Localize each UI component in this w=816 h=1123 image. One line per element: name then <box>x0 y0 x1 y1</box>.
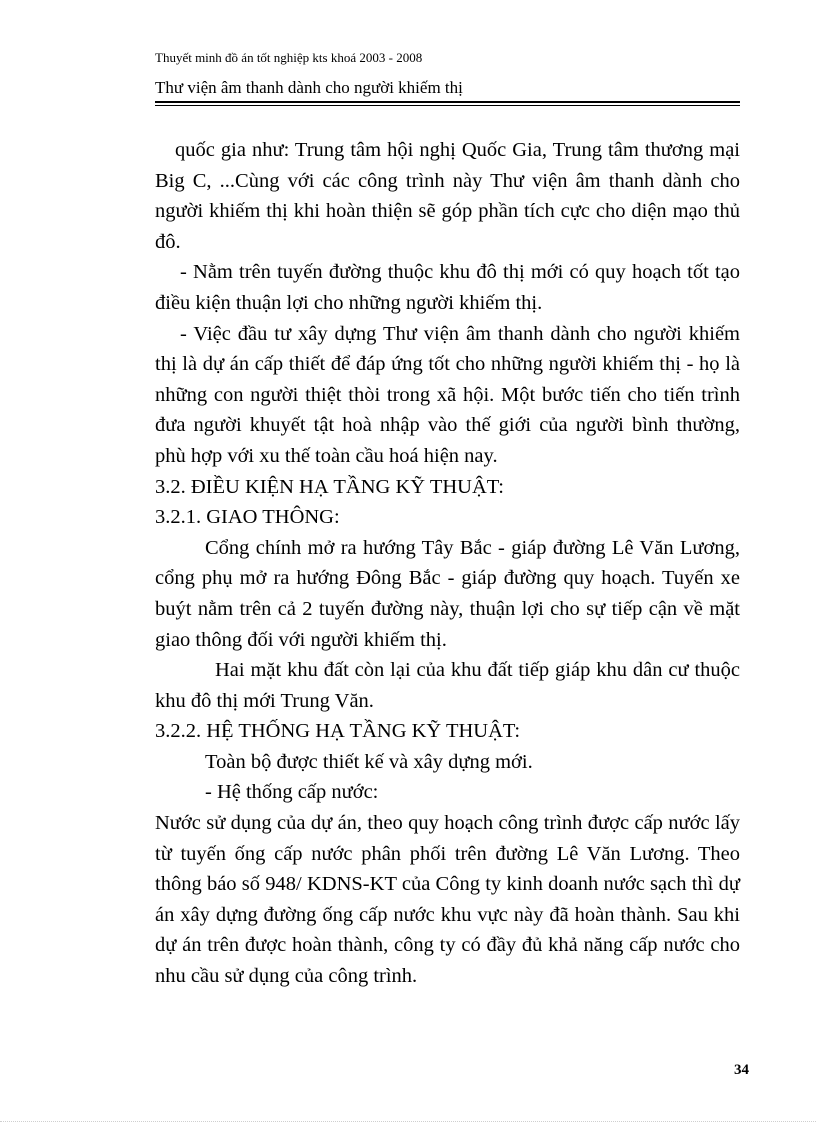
paragraph-water-supply: Nước sử dụng của dự án, theo quy hoạch công trình được cấp nước lấy từ tuyến ống cấp nước phân phối trên đường Lê Văn Lương. Theo thông báo số 948/ KDNS-KT của Công ty kinh doanh nước sạch thì dự án xây dựng đường ống cấp nước khu vực này đã hoàn thành. Sau khi dự án trên được hoàn thành, công ty có đầy đủ khả năng cấp nước cho nhu cầu sử dụng của công trình. <box>155 812 740 988</box>
subsection-heading-traffic: 3.2.1. GIAO THÔNG: <box>155 506 340 529</box>
paragraph-adjacent-land: Hai mặt khu đất còn lại của khu đất tiếp giáp khu dân cư thuộc khu đô thị mới Trung Văn. <box>155 659 740 712</box>
header-rule-thin <box>155 105 740 106</box>
page-bottom-border <box>0 1121 816 1122</box>
paragraph-intro-continued: quốc gia như: Trung tâm hội nghị Quốc Gia, Trung tâm thương mại Big C, ...Cùng với các công trình này Thư viện âm thanh dành cho người khiếm thị khi hoàn thiện sẽ góp phần tích cực cho diện mạo thủ đô. <box>155 139 740 253</box>
header-rule-thick <box>155 101 740 103</box>
section-heading-infrastructure: 3.2. ĐIỀU KIỆN HẠ TẦNG KỸ THUẬT: <box>155 475 504 498</box>
document-subtitle: Thư viện âm thanh dành cho người khiếm thị <box>155 78 463 97</box>
page-number: 34 <box>734 1062 749 1078</box>
paragraph-location-benefit: - Nằm trên tuyến đường thuộc khu đô thị mới có quy hoạch tốt tạo điều kiện thuận lợi cho những người khiếm thị. <box>155 261 740 314</box>
paragraph-all-new: Toàn bộ được thiết kế và xây dựng mới. <box>205 750 533 773</box>
paragraph-gates: Cổng chính mở ra hướng Tây Bắc - giáp đường Lê Văn Lương, cổng phụ mở ra hướng Đông Bắc - giáp đường quy hoạch. Tuyến xe buýt nằm trên cả 2 tuyến đường này, thuận lợi cho sự tiếp cận về mặt giao thông đối với người khiếm thị. <box>155 536 740 651</box>
paragraph-investment-purpose: - Việc đầu tư xây dựng Thư viện âm thanh dành cho người khiếm thị là dự án cấp thiết để đáp ứng tốt cho những người khiếm thị - họ là những con người thiệt thòi trong xã hội. Một bước tiến cho tiến trình đưa người khuyết tật hoà nhập vào thế giới của người bình thường, phù hợp với xu thế toàn cầu hoá hiện nay. <box>155 322 740 467</box>
document-body <box>155 135 740 992</box>
paragraph-water-supply-heading: - Hệ thống cấp nước: <box>205 781 379 804</box>
subsection-heading-technical-systems: 3.2.2. HỆ THỐNG HẠ TẦNG KỸ THUẬT: <box>155 720 521 743</box>
document-header-title: Thuyết minh đồ án tốt nghiệp kts khoá 2003 - 2008 <box>155 50 423 65</box>
